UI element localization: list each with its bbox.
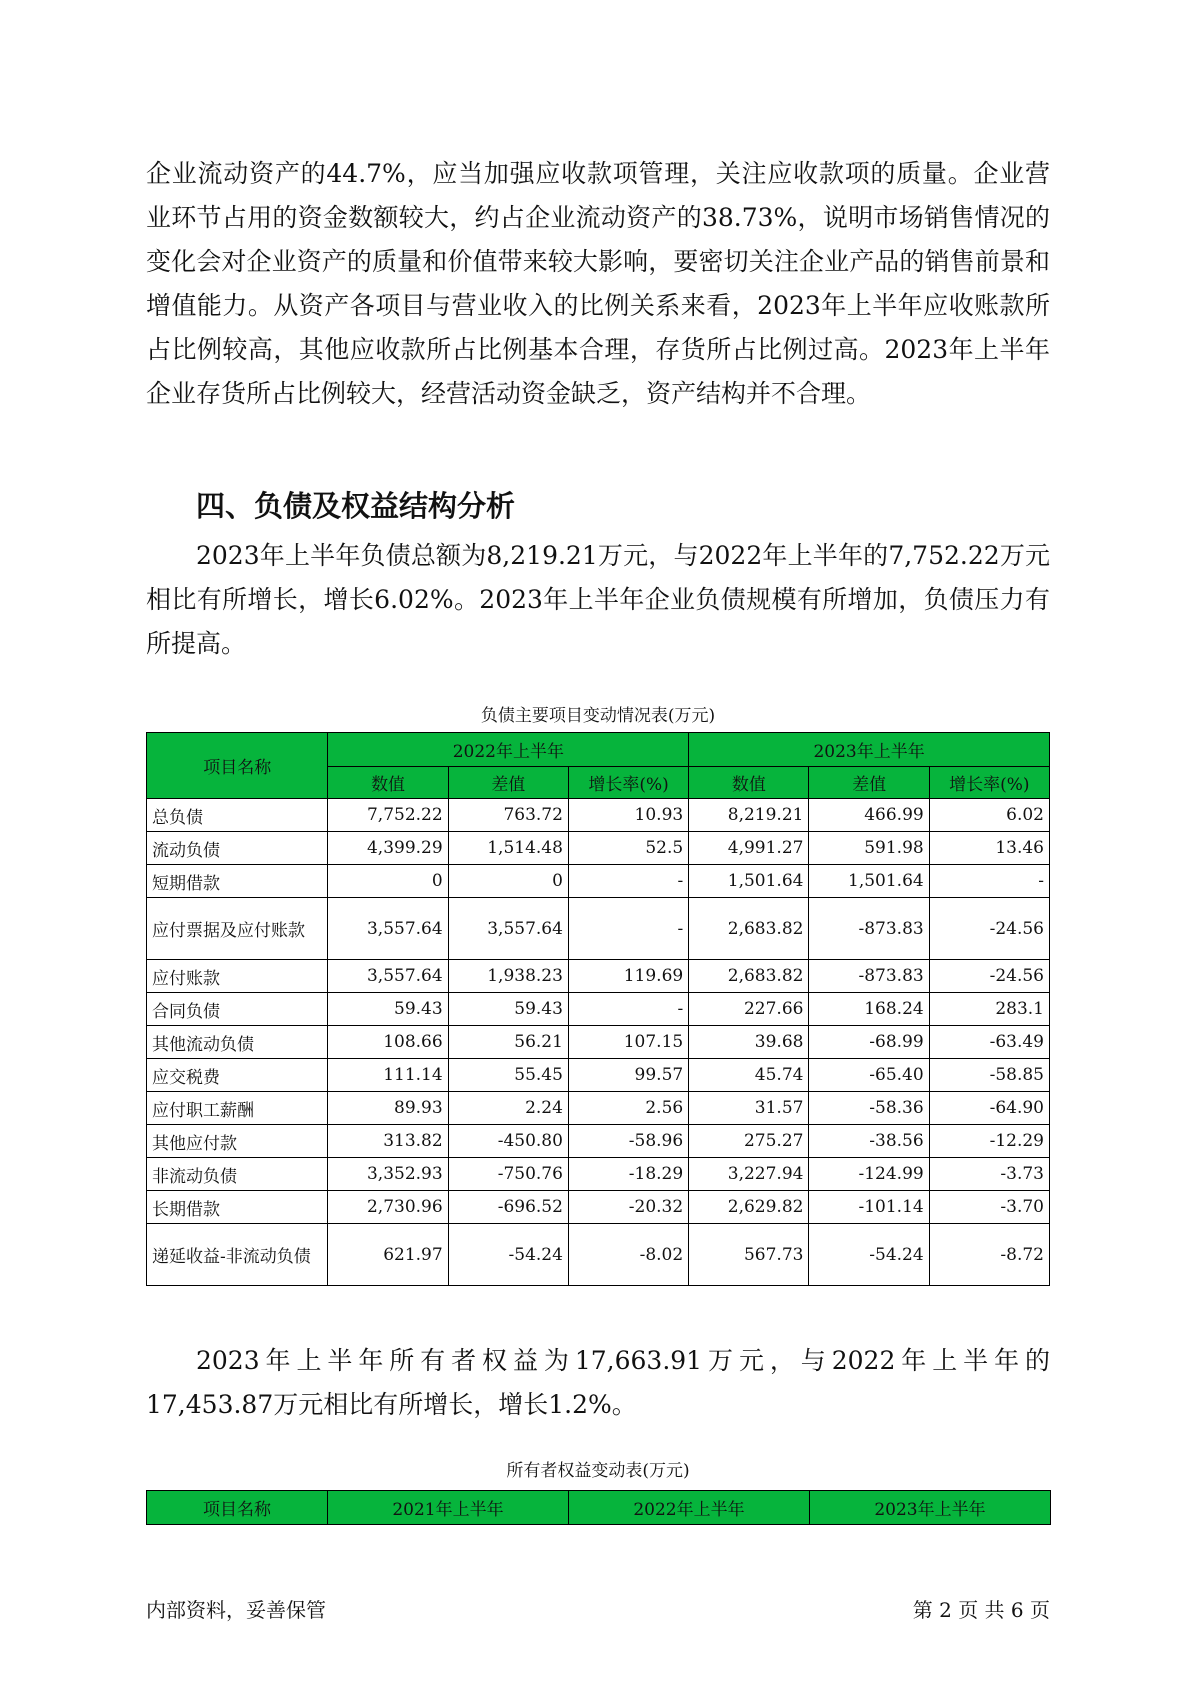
table-row [147, 1059, 1050, 1092]
row-name: 应付职工薪酬 [147, 1092, 328, 1125]
growth-2023: -63.49 [929, 1026, 1049, 1059]
diff-2023: -873.83 [809, 960, 929, 993]
growth-2023: -8.72 [929, 1224, 1049, 1286]
value-2022: 3,352.93 [328, 1158, 448, 1191]
growth-2023: -24.56 [929, 960, 1049, 993]
growth-2022: 52.5 [568, 832, 688, 865]
value-2023: 227.66 [689, 993, 809, 1026]
value-2022: 89.93 [328, 1092, 448, 1125]
header-value-2022: 数值 [328, 767, 448, 799]
liability-paragraph: 2023年上半年负债总额为8,219.21万元，与2022年上半年的7,752.22万元相比有所增长，增长6.02%。2023年上半年企业负债规模有所增加，负债压力有所提高。 [146, 541, 1050, 658]
table-row [147, 832, 1050, 865]
table-row [147, 1092, 1050, 1125]
growth-2022: - [568, 898, 688, 960]
growth-2023: -3.73 [929, 1158, 1049, 1191]
value-2022: 313.82 [328, 1125, 448, 1158]
growth-2023: 13.46 [929, 832, 1049, 865]
growth-2022: -18.29 [568, 1158, 688, 1191]
equity-header-2023: 2023年上半年 [810, 1491, 1051, 1525]
table-row [147, 1158, 1050, 1191]
value-2022: 59.43 [328, 993, 448, 1026]
growth-2022: 99.57 [568, 1059, 688, 1092]
row-name: 应交税费 [147, 1059, 328, 1092]
growth-2022: 2.56 [568, 1092, 688, 1125]
value-2023: 2,683.82 [689, 960, 809, 993]
table-row [147, 1191, 1050, 1224]
value-2023: 1,501.64 [689, 865, 809, 898]
header-period-2022: 2022年上半年 [328, 733, 689, 767]
row-name: 其他流动负债 [147, 1026, 328, 1059]
diff-2023: -65.40 [809, 1059, 929, 1092]
growth-2022: 119.69 [568, 960, 688, 993]
growth-2022: -8.02 [568, 1224, 688, 1286]
diff-2023: -58.36 [809, 1092, 929, 1125]
liability-table-caption: 负债主要项目变动情况表(万元) [480, 706, 716, 726]
growth-2023: -3.70 [929, 1191, 1049, 1224]
table-row [147, 993, 1050, 1026]
growth-2022: 107.15 [568, 1026, 688, 1059]
diff-2023: -54.24 [809, 1224, 929, 1286]
row-name: 应付票据及应付账款 [147, 898, 328, 960]
footer-confidential-note: 内部资料，妥善保管 [146, 1598, 326, 1622]
row-name: 非流动负债 [147, 1158, 328, 1191]
header-item-name: 项目名称 [147, 733, 328, 799]
equity-header-2021: 2021年上半年 [328, 1491, 569, 1525]
equity-header-2022: 2022年上半年 [569, 1491, 810, 1525]
value-2023: 45.74 [689, 1059, 809, 1092]
growth-2022: -20.32 [568, 1191, 688, 1224]
growth-2023: - [929, 865, 1049, 898]
equity-table [146, 1490, 1051, 1525]
growth-2023: 6.02 [929, 799, 1049, 832]
footer-page-number: 第 2 页 共 6 页 [912, 1598, 1050, 1622]
growth-2023: -64.90 [929, 1092, 1049, 1125]
diff-2022: 0 [448, 865, 568, 898]
intro-paragraph: 企业流动资产的44.7%，应当加强应收款项管理，关注应收款项的质量。企业营业环节占用的资金数额较大，约占企业流动资产的38.73%，说明市场销售情况的变化会对企业资产的质量和价值带来较大影响，要密切关注企业产品的销售前景和增值能力。从资产各项目与营业收入的比例关系来看，2023年上半年应收账款所占比例较高，其他应收款所占比例基本合理，存货所占比例过高。2023年上半年企业存货所占比例较大，经营活动资金缺乏，资产结构并不合理。 [146, 159, 1050, 408]
row-name: 其他应付款 [147, 1125, 328, 1158]
growth-2023: 283.1 [929, 993, 1049, 1026]
diff-2022: 55.45 [448, 1059, 568, 1092]
diff-2023: -68.99 [809, 1026, 929, 1059]
value-2023: 275.27 [689, 1125, 809, 1158]
diff-2022: 1,514.48 [448, 832, 568, 865]
value-2022: 7,752.22 [328, 799, 448, 832]
row-name: 短期借款 [147, 865, 328, 898]
section-heading: 四、负债及权益结构分析 [196, 489, 516, 523]
row-name: 流动负债 [147, 832, 328, 865]
growth-2023: -58.85 [929, 1059, 1049, 1092]
value-2022: 3,557.64 [328, 898, 448, 960]
table-row [147, 898, 1050, 960]
table-row [147, 1026, 1050, 1059]
growth-2022: 10.93 [568, 799, 688, 832]
value-2023: 4,991.27 [689, 832, 809, 865]
diff-2023: 1,501.64 [809, 865, 929, 898]
diff-2022: 1,938.23 [448, 960, 568, 993]
table-row [147, 960, 1050, 993]
value-2023: 31.57 [689, 1092, 809, 1125]
value-2022: 111.14 [328, 1059, 448, 1092]
header-diff-2023: 差值 [809, 767, 929, 799]
header-growth-2022: 增长率(%) [568, 767, 688, 799]
liability-table [146, 732, 1050, 1286]
diff-2022: 763.72 [448, 799, 568, 832]
row-name: 递延收益-非流动负债 [147, 1224, 328, 1286]
growth-2022: - [568, 993, 688, 1026]
header-period-2023: 2023年上半年 [689, 733, 1050, 767]
table-row [147, 1125, 1050, 1158]
value-2022: 621.97 [328, 1224, 448, 1286]
growth-2023: -24.56 [929, 898, 1049, 960]
diff-2022: 3,557.64 [448, 898, 568, 960]
diff-2023: -101.14 [809, 1191, 929, 1224]
diff-2023: -38.56 [809, 1125, 929, 1158]
value-2023: 2,629.82 [689, 1191, 809, 1224]
value-2023: 2,683.82 [689, 898, 809, 960]
row-name: 总负债 [147, 799, 328, 832]
diff-2023: 466.99 [809, 799, 929, 832]
row-name: 应付账款 [147, 960, 328, 993]
value-2022: 0 [328, 865, 448, 898]
diff-2022: -750.76 [448, 1158, 568, 1191]
diff-2023: -873.83 [809, 898, 929, 960]
header-value-2023: 数值 [689, 767, 809, 799]
row-name: 合同负债 [147, 993, 328, 1026]
value-2022: 4,399.29 [328, 832, 448, 865]
value-2023: 567.73 [689, 1224, 809, 1286]
growth-2023: -12.29 [929, 1125, 1049, 1158]
value-2022: 2,730.96 [328, 1191, 448, 1224]
header-growth-2023: 增长率(%) [929, 767, 1049, 799]
equity-header-item-name: 项目名称 [147, 1491, 328, 1525]
table-row [147, 1224, 1050, 1286]
equity-paragraph: 2023年上半年所有者权益为17,663.91万元，与2022年上半年的17,453.87万元相比有所增长，增长1.2%。 [146, 1346, 1050, 1419]
diff-2022: 56.21 [448, 1026, 568, 1059]
value-2023: 8,219.21 [689, 799, 809, 832]
diff-2022: -696.52 [448, 1191, 568, 1224]
table-row [147, 865, 1050, 898]
growth-2022: - [568, 865, 688, 898]
diff-2023: -124.99 [809, 1158, 929, 1191]
value-2023: 39.68 [689, 1026, 809, 1059]
value-2023: 3,227.94 [689, 1158, 809, 1191]
value-2022: 108.66 [328, 1026, 448, 1059]
diff-2023: 591.98 [809, 832, 929, 865]
diff-2022: 59.43 [448, 993, 568, 1026]
growth-2022: -58.96 [568, 1125, 688, 1158]
table-row [147, 799, 1050, 832]
diff-2022: -54.24 [448, 1224, 568, 1286]
equity-table-caption: 所有者权益变动表(万元) [506, 1461, 690, 1481]
diff-2022: -450.80 [448, 1125, 568, 1158]
header-diff-2022: 差值 [448, 767, 568, 799]
diff-2023: 168.24 [809, 993, 929, 1026]
value-2022: 3,557.64 [328, 960, 448, 993]
diff-2022: 2.24 [448, 1092, 568, 1125]
row-name: 长期借款 [147, 1191, 328, 1224]
